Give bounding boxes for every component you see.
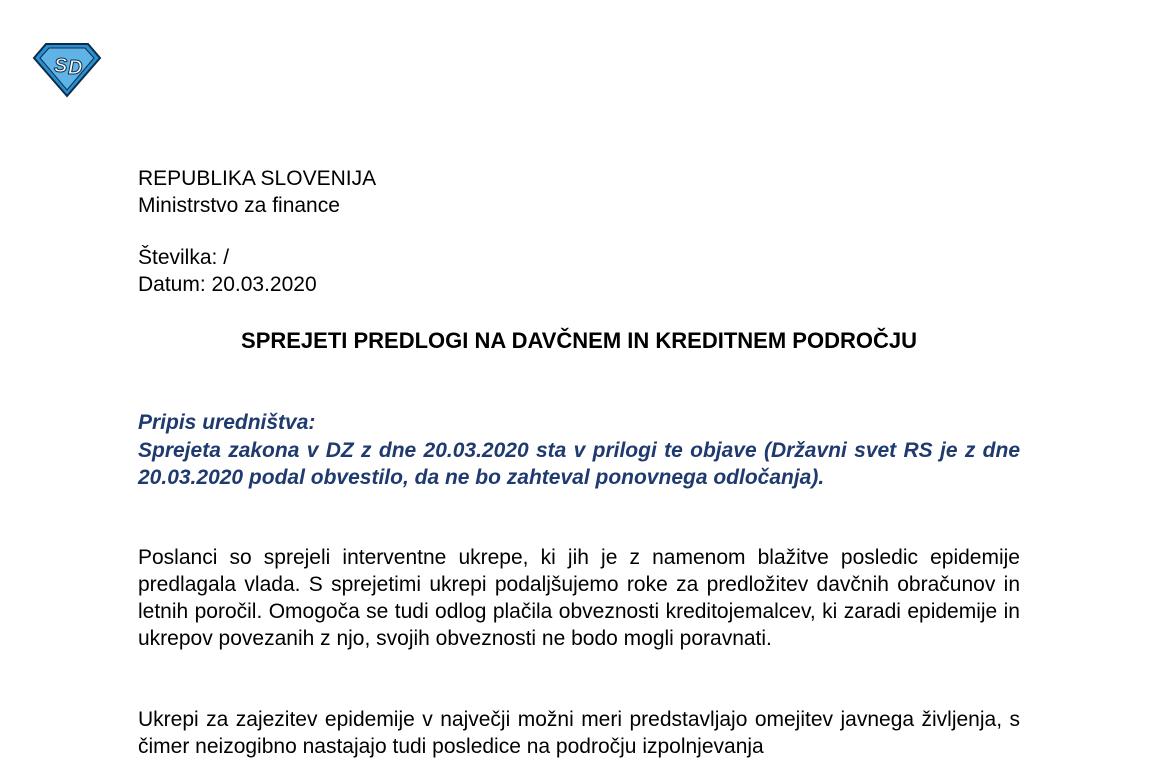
document-number: Številka: /: [138, 246, 230, 269]
editor-note-text: Sprejeta zakona v DZ z dne 20.03.2020 sta v prilogi te objave (Državni svet RS je z dne 20.03.2020 podal obvestilo, da ne bo zahteval ponovnega odločanja).: [138, 439, 1020, 489]
svg-text:S: S: [54, 55, 68, 77]
editor-note-heading: Pripis uredništva:: [138, 411, 316, 434]
document-date: Datum: 20.03.2020: [138, 273, 317, 296]
svg-text:D: D: [68, 57, 83, 79]
country-name: REPUBLIKA SLOVENIJA: [138, 167, 377, 190]
body-paragraph-1: Poslanci so sprejeli interventne ukrepe, ki jih je z namenom blažitve posledic epidemije predlagala vlada. S sprejetimi ukrepi podaljšujemo roke za predložitev davčnih obračunov in letnih poročil. Omogoča se tudi odlog plačila obveznosti kreditojemalcev, ki zaradi epidemije in ukrepov povezanih z njo, svojih obveznosti ne bodo mogli poravnati.: [138, 546, 1020, 650]
document-title: SPREJETI PREDLOGI NA DAVČNEM IN KREDITNEM PODROČJU: [241, 328, 917, 353]
body-paragraph-2: Ukrepi za zajezitev epidemije v največji možni meri predstavljajo omejitev javnega življenja, s čimer neizogibno nastajajo tudi posledice na področju izpolnjevanja: [138, 708, 1020, 758]
sd-diamond-logo-icon: [30, 40, 104, 100]
ministry-name: Ministrstvo za finance: [138, 194, 340, 217]
